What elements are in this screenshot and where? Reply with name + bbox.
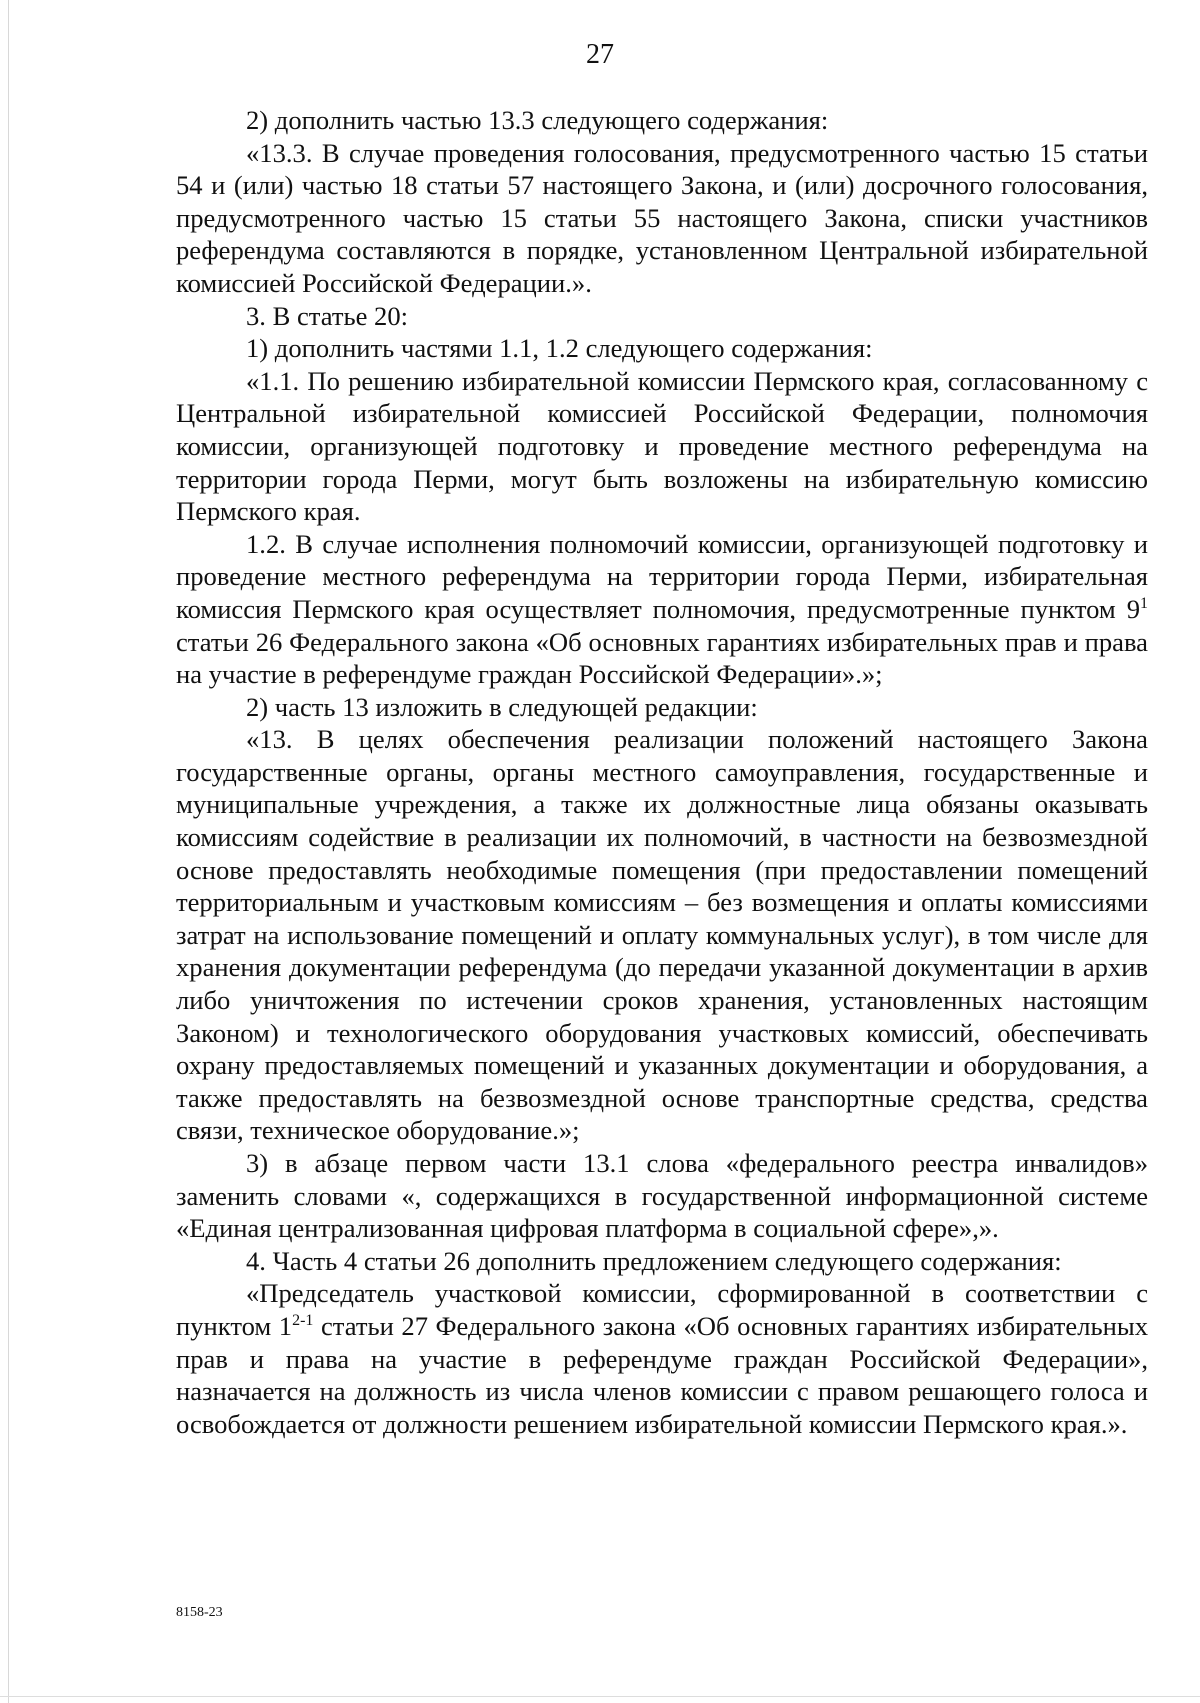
paragraph: «13.3. В случае проведения голосования, предусмотренного частью 15 статьи 54 и (или) частью 18 статьи 57 настоящего Закона, и (или) досрочного голосования, предусмотренного частью 15 статьи 55 настоящего Закона, списки участников референдума составляются в порядке, установленном Центральной избирательной комиссией Российской Федерации.». — [176, 137, 1148, 298]
paragraph: 1) дополнить частями 1.1, 1.2 следующего содержания: — [246, 333, 873, 364]
superscript: 2-1 — [292, 1312, 314, 1330]
superscript: 1 — [1140, 595, 1148, 613]
text-run: статьи 27 Федерального закона «Об основных гарантиях избирательных прав и права на участие в референдуме граждан Российской Федерации», назначается на должность из числа членов комиссии с правом решающего голоса и освобождается от должности решением избирательной комиссии Пермского края.». — [176, 1310, 1149, 1439]
scan-edge-line — [8, 0, 9, 1703]
document-body — [176, 104, 1148, 1440]
paragraph — [176, 528, 1148, 691]
paragraph: 2) дополнить частью 13.3 следующего содержания: — [246, 105, 829, 135]
text-run: «Председатель участковой комиссии, сформированной в соответствии с пунктом 1 — [176, 1278, 1148, 1341]
paragraph: 2) часть 13 изложить в следующей редакции: — [246, 691, 758, 722]
paragraph: 3) в абзаце первом части 13.1 слова «федерального реестра инвалидов» заменить словами «, содержащихся в государственной информационной системе «Единая централизованная цифровая платформа в социальной сфере»,». — [176, 1148, 1148, 1244]
text-run: статьи 26 Федерального закона «Об основных гарантиях избирательных прав и права на участие в референдуме граждан Российской Федерации».»; — [176, 626, 1148, 690]
paragraph: 3. В статье 20: — [246, 300, 409, 331]
paragraph: «1.1. По решению избирательной комиссии Пермского края, согласованному с Центральной избирательной комиссией Российской Федерации, полномочия комиссии, организующей подготовку и проведение местного референдума на территории города Перми, могут быть возложены на избирательную комиссию Пермского края. — [176, 365, 1148, 527]
paragraph — [176, 1277, 1148, 1440]
page-number: 27 — [586, 39, 614, 70]
paragraph: «13. В целях обеспечения реализации положений настоящего Закона государственные органы, органы местного самоуправления, государственные и муниципальные учреждения, а также их должностные лица обязаны оказывать комиссиям содействие в реализации их полномочий, в частности на безвозмездной основе предоставлять необходимые помещения (при предоставлении помещений территориальным и участковым комиссиям – без возмещения и оплаты комиссиями затрат на использование помещений и оплату коммунальных услуг), в том числе для хранения документации референдума (до передачи указанной документации в архив либо уничтожения по истечении сроков хранения, установленных настоящим Законом) и технологического оборудования участковых комиссий, обеспечивать охрану предоставляемых помещений и указанных документации и оборудования, а также предоставлять на безвозмездной основе транспортные средства, средства связи, техническое оборудование.»; — [176, 724, 1148, 1146]
scan-bottom-line — [0, 1696, 1200, 1697]
paragraph: 4. Часть 4 статьи 26 дополнить предложением следующего содержания: — [246, 1245, 1062, 1276]
text-run: 1.2. В случае исполнения полномочий комиссии, организующей подготовку и проведение местного референдума на территории города Перми, избирательная комиссия Пермского края осуществляет полномочия, предусмотренные пунктом 9 — [176, 528, 1148, 624]
document-code: 8158-23 — [176, 1605, 223, 1620]
